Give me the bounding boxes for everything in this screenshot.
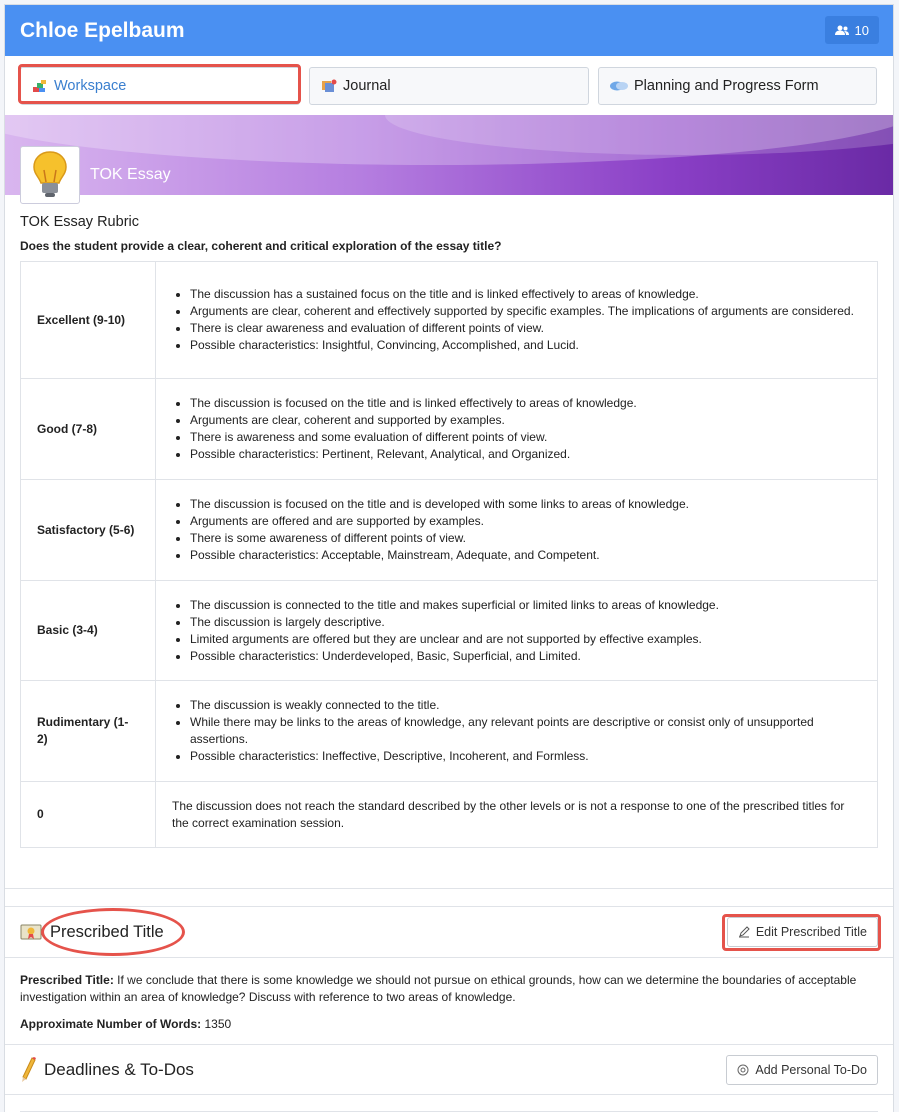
- list-item: • The discussion has a sustained focus on the title and is linked effectively to areas of knowledge.: [190, 286, 861, 303]
- section-divider: [5, 888, 893, 889]
- rubric-table: [20, 261, 878, 848]
- table-row: [21, 379, 878, 480]
- list-item: • Possible characteristics: Ineffective, Descriptive, Incoherent, and Formless.: [190, 748, 861, 765]
- list-item: • The discussion is focused on the title and is linked effectively to areas of knowledge.: [190, 395, 861, 412]
- people-icon: [835, 25, 849, 36]
- section-divider: [5, 1094, 893, 1095]
- list-item: • Arguments are clear, coherent and effectively supported by specific examples. The implications of arguments are considered.: [190, 303, 861, 320]
- workspace-frame: [4, 4, 894, 1112]
- table-row: [21, 262, 878, 379]
- tab-label: Planning and Progress Form: [634, 78, 819, 94]
- pencil-icon: [20, 1057, 36, 1083]
- certificate-icon: [20, 923, 42, 941]
- tab-planning-progress[interactable]: [598, 67, 877, 105]
- table-row: [21, 782, 878, 848]
- edit-prescribed-title-button[interactable]: [727, 917, 878, 947]
- field-label: Approximate Number of Words:: [20, 1017, 202, 1031]
- field-label: Prescribed Title:: [20, 973, 114, 987]
- pencil-icon: [738, 926, 750, 938]
- list-item: • The discussion is connected to the title and makes superficial or limited links to areas of knowledge.: [190, 597, 861, 614]
- prescribed-title-heading: Prescribed Title: [50, 922, 164, 941]
- level-label: Satisfactory (5-6): [21, 480, 156, 581]
- lightbulb-thumbnail: [20, 146, 80, 204]
- list-item: • There is awareness and some evaluation of different points of view.: [190, 429, 861, 446]
- list-item: • Possible characteristics: Underdeveloped, Basic, Superficial, and Limited.: [190, 648, 861, 665]
- rubric-title: TOK Essay Rubric: [20, 214, 139, 230]
- list-item: • Arguments are offered and are supported by examples.: [190, 513, 861, 530]
- lightbulb-icon: [32, 150, 68, 200]
- list-item: • Possible characteristics: Acceptable, Mainstream, Adequate, and Competent.: [190, 547, 861, 564]
- field-value: If we conclude that there is some knowledge we should not pursue on ethical grounds, how can we determine the boundaries of acceptable investigation within an area of knowledge? Discuss with reference to two areas of knowledge.: [20, 973, 857, 1004]
- list-item: • Possible characteristics: Pertinent, Relevant, Analytical, and Organized.: [190, 446, 861, 463]
- button-label: Edit Prescribed Title: [755, 925, 867, 939]
- essay-banner: [5, 115, 893, 195]
- members-button[interactable]: [825, 16, 879, 44]
- workspace-icon: [31, 78, 49, 94]
- list-item: • While there may be links to the areas of knowledge, any relevant points are descriptive or consist only of unsupported assertions.: [190, 714, 861, 748]
- tab-workspace[interactable]: [20, 67, 300, 105]
- list-item: • The discussion is weakly connected to the title.: [190, 697, 861, 714]
- tab-journal[interactable]: [309, 67, 589, 105]
- level-description: [156, 581, 878, 681]
- list-item: • Arguments are clear, coherent and supported by examples.: [190, 412, 861, 429]
- level-description: [156, 262, 878, 379]
- tab-label: Workspace: [54, 78, 127, 94]
- prescribed-title-header: [5, 907, 893, 957]
- level-label: 0: [21, 782, 156, 848]
- table-row: [21, 480, 878, 581]
- list-item: • The discussion is largely descriptive.: [190, 614, 861, 631]
- level-description: [156, 480, 878, 581]
- level-label: Basic (3-4): [21, 581, 156, 681]
- level-label: Good (7-8): [21, 379, 156, 480]
- list-item: • The discussion is focused on the title and is developed with some links to areas of knowledge.: [190, 496, 861, 513]
- button-label: Add Personal To-Do: [755, 1062, 867, 1077]
- tab-label: Journal: [343, 78, 391, 94]
- table-row: [21, 581, 878, 681]
- level-label: Excellent (9-10): [21, 262, 156, 379]
- field-value: 1350: [204, 1017, 232, 1031]
- deadlines-heading: Deadlines & To-Dos: [44, 1059, 194, 1079]
- chat-bubbles-icon: [609, 79, 629, 93]
- prescribed-title-body: [5, 957, 893, 1033]
- banner-title: TOK Essay: [90, 166, 171, 183]
- list-item: • Limited arguments are offered but they are unclear and are not supported by effective examples.: [190, 631, 861, 648]
- add-personal-todo-button[interactable]: [726, 1055, 878, 1085]
- list-item: • There is some awareness of different points of view.: [190, 530, 861, 547]
- list-item: • Possible characteristics: Insightful, Convincing, Accomplished, and Lucid.: [190, 337, 861, 354]
- table-row: [21, 681, 878, 782]
- level-label: Rudimentary (1-2): [21, 681, 156, 782]
- tab-bar: [5, 56, 893, 115]
- deadlines-header: [5, 1044, 893, 1094]
- level-description: [156, 681, 878, 782]
- level-description: The discussion does not reach the standard described by the other levels or is not a response to one of the prescribed titles for the correct examination session.: [156, 782, 878, 848]
- journal-icon: [320, 78, 338, 94]
- word-count: [20, 1016, 878, 1033]
- target-icon: [737, 1064, 749, 1076]
- level-description: [156, 379, 878, 480]
- header-bar: [5, 5, 893, 56]
- list-item: • There is clear awareness and evaluation of different points of view.: [190, 320, 861, 337]
- student-name: Chloe Epelbaum: [20, 18, 185, 42]
- rubric-question: Does the student provide a clear, coherent and critical exploration of the essay title?: [20, 239, 502, 253]
- member-count: 10: [854, 22, 869, 38]
- rubric-section: [5, 195, 893, 848]
- prescribed-title-text: [20, 972, 878, 1006]
